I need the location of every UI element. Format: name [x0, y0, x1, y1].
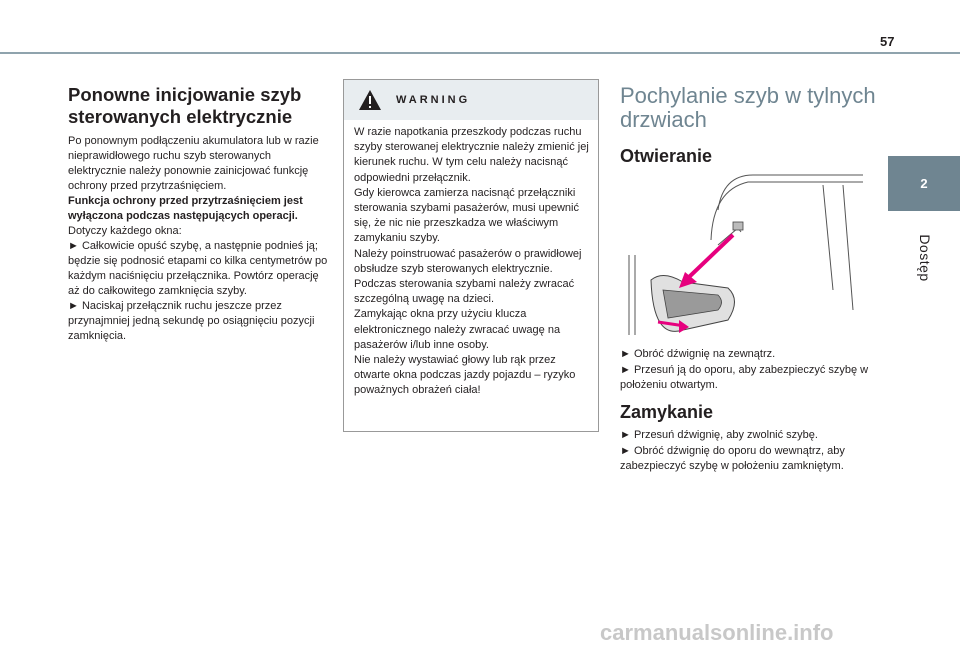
section-title: Ponowne inicjowanie szyb sterowanych elektrycznie: [68, 84, 302, 127]
open-heading-wrap: [620, 146, 712, 167]
chapter-label: Dostęp: [917, 234, 933, 282]
step-item: ► Przesuń dźwignię, aby zwolnić szybę.: [620, 429, 818, 441]
step-item: ► Obróć dźwignię do oporu do wewnątrz, aby zabezpieczyć szybę w położeniu zamkniętym.: [620, 444, 845, 472]
step-item: ► Obróć dźwignię na zewnątrz.: [620, 348, 776, 360]
paragraph: Po ponownym podłączeniu akumulatora lub w razie nieprawidłowego ruchu szyb sterowanych elektrycznie należy ponownie zainicjować funkcję ochrony przed przytrzaśnięciem.: [68, 135, 319, 192]
open-heading: Otwieranie: [620, 146, 713, 166]
right-section-header: [620, 84, 885, 132]
close-heading-wrap: [620, 402, 713, 423]
warning-header: [344, 80, 598, 120]
left-section: [68, 84, 328, 344]
warning-paragraph: Nie należy wystawiać głowy lub rąk przez otwarte okna podczas jazdy pojazdu – ryzyko poważnych obrażeń ciała!: [354, 354, 576, 397]
open-steps: [620, 347, 870, 394]
window-latch-illustration: [623, 170, 865, 340]
step-item: ► Całkowicie opuść szybę, a następnie podnieś ją; będzie się podnosić etapami co kilka centymetrów po każdym naciśnięciu przełącznika. Powtórz operację aż do całkowitego zamknięcia szyby.: [68, 240, 328, 297]
warning-triangle-icon: [358, 89, 382, 111]
warning-paragraph: Gdy kierowca zamierza nacisnąć przełączniki sterowania szybami pasażerów, musi upewnić się, że nic nie przeszkadza we właściwym zamykaniu szyby.: [354, 186, 579, 245]
chapter-tab[interactable]: 2: [888, 156, 960, 211]
right-section-title: Pochylanie szyb w tylnych drzwiach: [620, 83, 876, 132]
watermark: carmanualsonline.info: [600, 620, 834, 645]
step-item: ► Przesuń ją do oporu, aby zabezpieczyć szybę w położeniu otwartym.: [620, 363, 869, 391]
page-number: 57: [880, 34, 895, 49]
paragraph-bold: Funkcja ochrony przed przytrzaśnięciem jest wyłączona podczas następujących operacji.: [68, 195, 303, 222]
close-heading: Zamykanie: [620, 402, 714, 422]
warning-paragraph: Zamykając okna przy użyciu klucza elektronicznego należy zwracać uwagę na pasażerów i/lub inne osoby.: [354, 308, 561, 351]
paragraph: Dotyczy każdego okna:: [68, 225, 182, 237]
top-rule: [0, 52, 960, 54]
warning-paragraph: W razie napotkania przeszkody podczas ruchu szyby sterowanej elektrycznie należy zmienić jej kierunek ruchu. W tym celu należy nacisnąć odpowiedni przełącznik.: [354, 126, 589, 184]
warning-title: WARNING: [396, 94, 471, 106]
step-item: ► Naciskaj przełącznik ruchu jeszcze przez przynajmniej jedną sekundę po osiągnięciu pozycji zamknięcia.: [68, 300, 315, 342]
warning-paragraph: Podczas sterowania szybami należy zwracać szczególną uwagę na dzieci.: [354, 278, 575, 306]
warning-paragraph: Należy poinstruować pasażerów o prawidłowej obsłudze szyb sterowanych elektrycznie.: [354, 247, 582, 275]
close-steps: [620, 428, 880, 475]
warning-box: [343, 79, 599, 432]
